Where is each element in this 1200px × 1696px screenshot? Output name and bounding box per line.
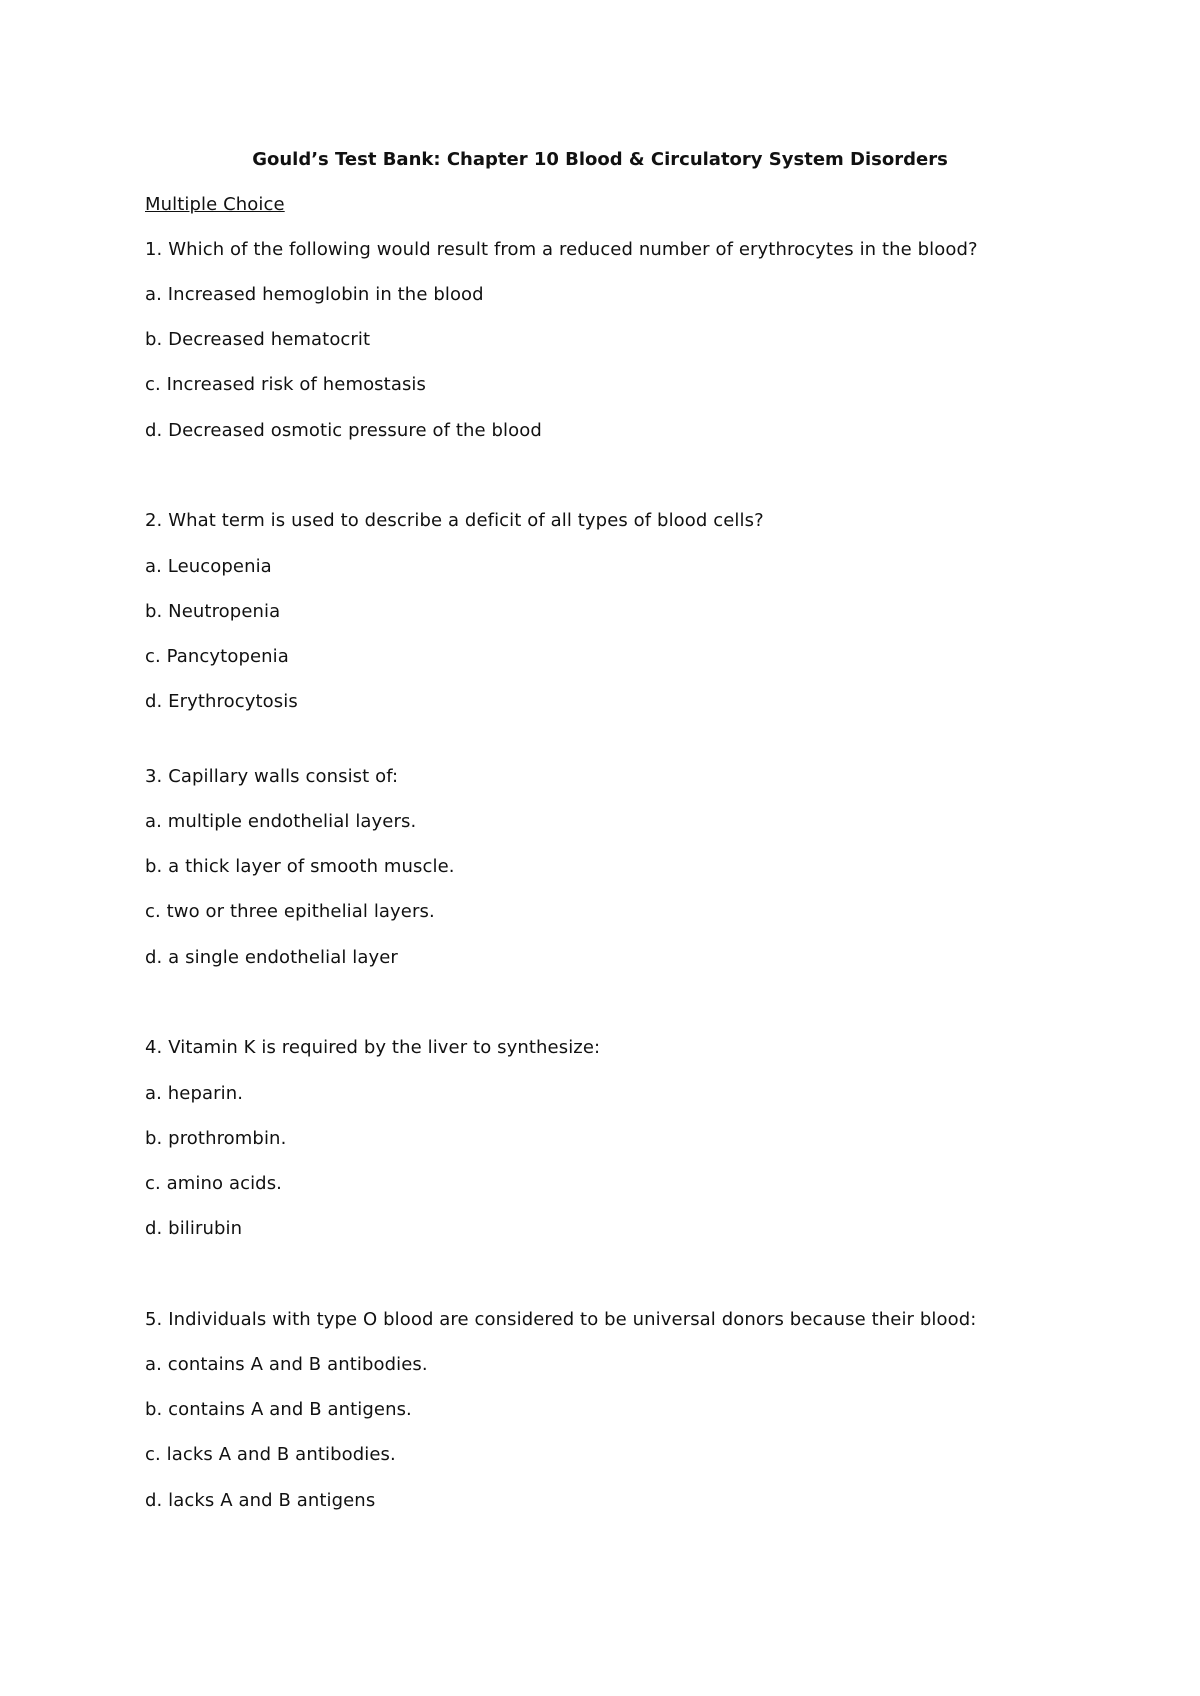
question-3-stem: 3. Capillary walls consist of: [145, 766, 399, 787]
question-2-option-c: c. Pancytopenia [145, 646, 289, 667]
question-1-option-c: c. Increased risk of hemostasis [145, 374, 427, 395]
question-4-option-b: b. prothrombin. [145, 1128, 287, 1149]
question-3-option-b: b. a thick layer of smooth muscle. [145, 856, 455, 877]
question-5-option-c: c. lacks A and B antibodies. [145, 1444, 396, 1465]
question-2-option-b: b. Neutropenia [145, 601, 281, 622]
question-2-stem: 2. What term is used to describe a deficit of all types of blood cells? [145, 510, 764, 531]
question-5-stem: 5. Individuals with type O blood are considered to be universal donors because their blood: [145, 1309, 977, 1330]
question-4-option-a: a. heparin. [145, 1083, 244, 1104]
question-1-option-b: b. Decreased hematocrit [145, 329, 371, 350]
question-4-option-d: d. bilirubin [145, 1218, 243, 1239]
question-2-option-a: a. Leucopenia [145, 556, 272, 577]
question-4-stem: 4. Vitamin K is required by the liver to synthesize: [145, 1037, 601, 1058]
question-5-option-a: a. contains A and B antibodies. [145, 1354, 428, 1375]
question-5-option-d: d. lacks A and B antigens [145, 1490, 376, 1511]
question-5-option-b: b. contains A and B antigens. [145, 1399, 412, 1420]
question-2-option-d: d. Erythrocytosis [145, 691, 298, 712]
document-title: Gould’s Test Bank: Chapter 10 Blood & Circulatory System Disorders [252, 149, 948, 170]
question-3-option-c: c. two or three epithelial layers. [145, 901, 435, 922]
question-3-option-a: a. multiple endothelial layers. [145, 811, 417, 832]
section-heading: Multiple Choice [145, 194, 285, 215]
question-1-option-a: a. Increased hemoglobin in the blood [145, 284, 484, 305]
question-3-option-d: d. a single endothelial layer [145, 947, 398, 968]
question-4-option-c: c. amino acids. [145, 1173, 283, 1194]
question-1-option-d: d. Decreased osmotic pressure of the blood [145, 420, 542, 441]
question-1-stem: 1. Which of the following would result from a reduced number of erythrocytes in the blood? [145, 239, 978, 260]
